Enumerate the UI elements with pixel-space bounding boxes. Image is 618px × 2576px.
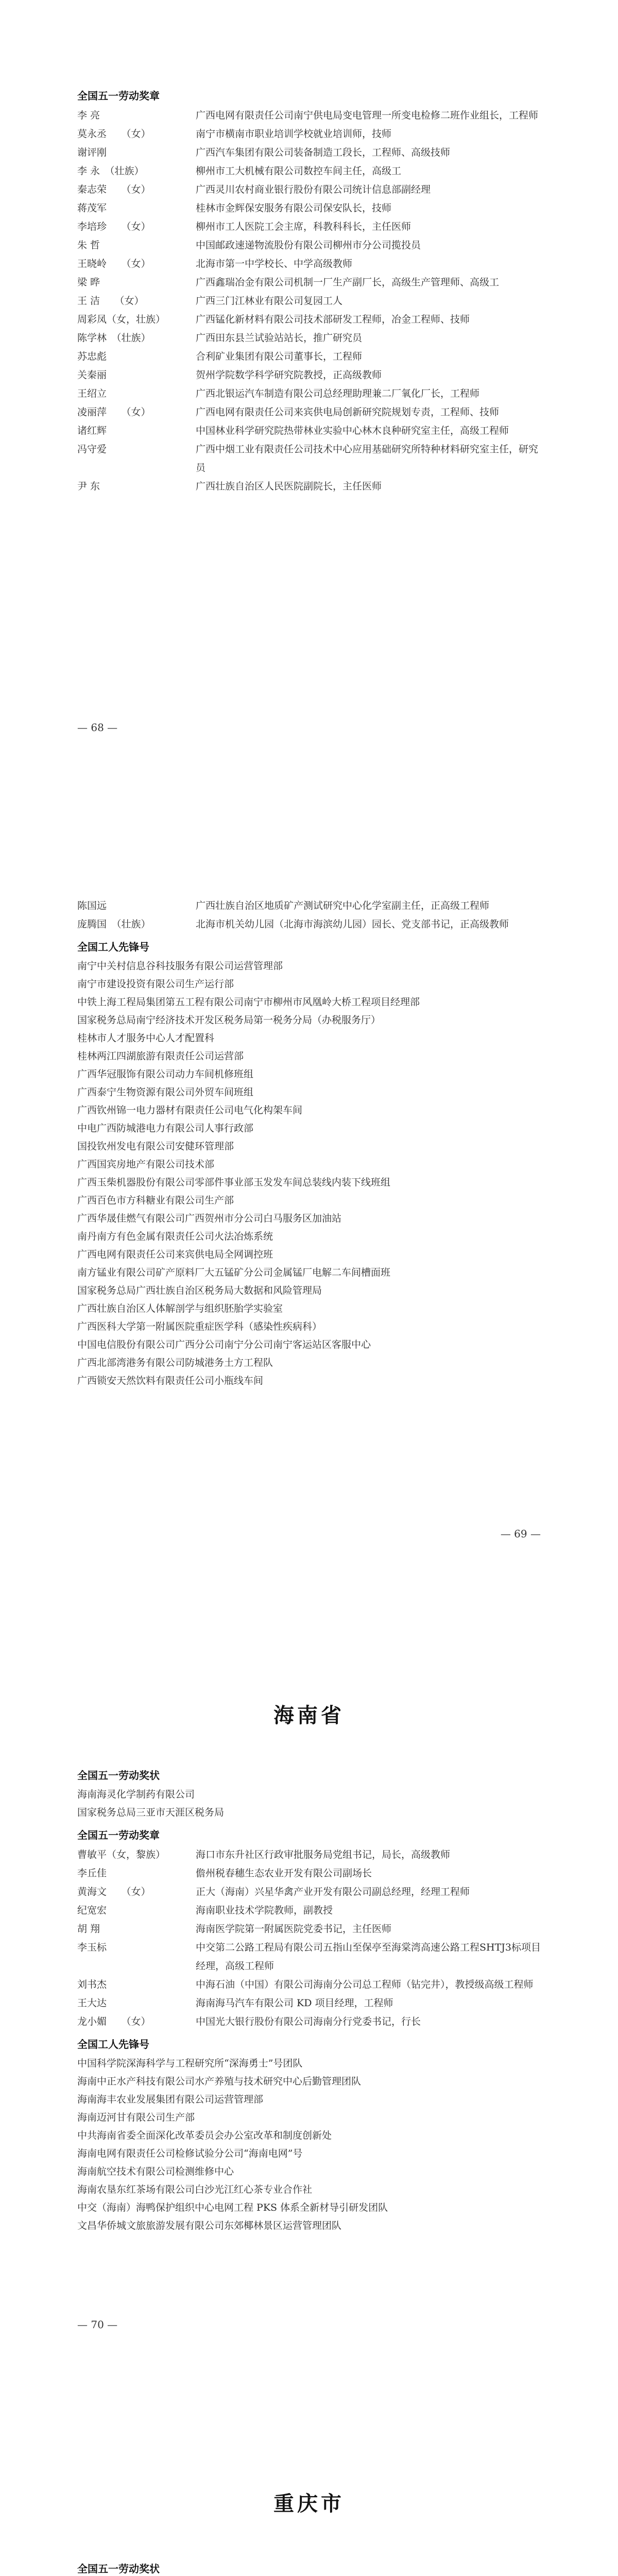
section-heading-medal: 全国五一劳动奖章 (77, 90, 160, 102)
page-68-content (77, 82, 541, 496)
person-name: 谢评刚 (77, 147, 107, 158)
page-70-content (77, 1762, 541, 2235)
person-name: 苏忠彪 (77, 351, 107, 362)
unit-item: 南方锰业有限公司矿产原料厂大五锰矿分公司金属锰厂电解二车间槽面班 (77, 1267, 391, 1278)
unit-list (77, 957, 541, 1390)
list-item (77, 329, 541, 347)
person-title: 广西三门江林业有限公司复园工人 (196, 295, 343, 307)
list-item (77, 310, 541, 329)
list-item (77, 106, 541, 125)
person-name: 纪宽宏 (77, 1905, 107, 1916)
person-name: 李 亮 (77, 110, 100, 121)
unit-item: 广西百色市方科糖业有限公司生产部 (77, 1195, 234, 1206)
person-title: 南宁市横南市职业培训学校就业培训师，技师 (196, 128, 392, 140)
unit-item: 国家税务总局广西壮族自治区税务局大数据和风险管理局 (77, 1285, 322, 1296)
person-name: 王 洁 （女） (77, 295, 144, 307)
list-item (77, 347, 541, 366)
page-number: — 70 — (77, 2318, 118, 2331)
person-name: 陈国远 (77, 900, 107, 911)
unit-item: 中国电信股份有限公司广西分公司南宁分公司南宁客运站区客服中心 (77, 1339, 371, 1350)
list-item (77, 1864, 541, 1883)
person-title: 广西中烟工业有限责任公司技术中心应用基础研究所特种材料研究室主任，研究员 (196, 444, 539, 473)
unit-item: 广西医科大学第一附属医院重症医学科（感染性疾病科） (77, 1321, 322, 1332)
person-title: 北海市机关幼儿园（北海市海滨幼儿园）园长、党支部书记，正高级教师 (196, 919, 509, 930)
unit-item: 海南海丰农业发展集团有限公司运营管理部 (77, 2094, 264, 2105)
unit-item: 中铁上海工程局集团第五工程有限公司南宁市柳州市风凰岭大桥工程项目经理部 (77, 996, 420, 1008)
person-title: 儋州税春穗生态农业开发有限公司副场长 (196, 1868, 372, 1879)
list-item (77, 1975, 541, 1994)
unit-item: 广西锁安天然饮料有限责任公司小瓶线车间 (77, 1375, 264, 1386)
unit-item: 南宁中关村信息谷科技服务有限公司运营管理部 (77, 960, 283, 972)
person-name: 王大达 (77, 1997, 107, 2009)
list-item (77, 273, 541, 292)
person-title: 广西北银运汽车制造有限公司总经理助理兼二厂氧化厂长，工程师 (196, 388, 480, 399)
person-name: 诸红辉 (77, 425, 107, 436)
person-name: 关秦丽 (77, 369, 107, 381)
person-title: 广西汽车集团有限公司装备制造工段长，工程师、高级技师 (196, 147, 451, 158)
list-item (77, 125, 541, 143)
list-item (77, 896, 541, 915)
person-name: 周彩凤（女，壮族） (77, 314, 166, 325)
unit-item: 广西华冠服饰有限公司动力车间机修班组 (77, 1069, 254, 1080)
person-title: 海口市东升社区行政审批服务局党组书记，局长，高级教师 (196, 1849, 451, 1860)
unit-item: 广西钦州锦一电力器材有限责任公司电气化构架车间 (77, 1105, 303, 1116)
unit-item: 桂林市人才服务中心人才配置科 (77, 1032, 215, 1044)
person-title: 贺州学院数学科学研究院教授，正高级教师 (196, 369, 382, 381)
unit-item: 广西玉柴机器股份有限公司零部件事业部玉发发车间总装线内装下线班组 (77, 1177, 391, 1188)
page-69 (0, 804, 618, 1607)
unit-item: 国投钦州发电有限公司安健环管理部 (77, 1141, 234, 1152)
person-name: 陈学林 （壮族） (77, 332, 151, 344)
unit-item: 海南海灵化学制药有限公司 (77, 1789, 195, 1800)
unit-item: 海南中正水产科技有限公司水产养殖与技术研究中心后勤管理团队 (77, 2076, 362, 2087)
list-item (77, 366, 541, 384)
person-title: 广西鑫瑞冶金有限公司机制一厂生产副厂长，高级生产管理师、高级工 (196, 277, 500, 288)
person-name: 王晓岭 （女） (77, 258, 151, 269)
person-title: 广西锰化新材料有限公司技术部研发工程师，冶金工程师、技师 (196, 314, 470, 325)
unit-item: 中电广西防城港电力有限公司人事行政部 (77, 1123, 254, 1134)
section-heading-award: 全国五一劳动奖状 (77, 1769, 160, 1782)
person-name: 秦志荣 （女） (77, 184, 151, 195)
person-name: 黄海文 （女） (77, 1886, 151, 1897)
person-title: 正大（海南）兴星华禽产业开发有限公司副总经理，经理工程师 (196, 1886, 470, 1897)
list-item (77, 1883, 541, 1901)
person-title: 桂林市金辉保安服务有限公司保安队长，技师 (196, 202, 392, 214)
person-title: 广西电网有限责任公司来宾供电局创新研究院规划专责，工程师、技师 (196, 406, 500, 418)
person-name: 莫永丞 （女） (77, 128, 151, 140)
list-item (77, 915, 541, 934)
unit-item: 中共海南省委全面深化改革委员会办公室改革和制度创新处 (77, 2130, 332, 2141)
person-name: 梁 晔 (77, 277, 100, 288)
list-item (77, 143, 541, 162)
list-item (77, 477, 541, 496)
person-title: 广西灵川农村商业银行股份有限公司统计信息部副经理 (196, 184, 431, 195)
unit-item: 中国科学院深海科学与工程研究所“深海勇士”号团队 (77, 2058, 303, 2069)
person-name: 刘书杰 (77, 1979, 107, 1990)
person-title: 海南职业技术学院教师，副教授 (196, 1905, 333, 1916)
list-item (77, 236, 541, 255)
list-item (77, 162, 541, 180)
person-title: 中国邮政速递物流股份有限公司柳州市分公司揽投员 (196, 240, 421, 251)
person-name: 李丘佳 (77, 1868, 107, 1879)
person-title: 中交第二公路工程局有限公司五指山至保亭至海棠湾高速公路工程SHTJ3标项目经理，高级工程师 (196, 1942, 541, 1972)
unit-item: 广西电网有限责任公司来宾供电局全网调控班 (77, 1249, 273, 1260)
list-item (77, 255, 541, 273)
unit-item: 桂林两江四湖旅游有限责任公司运营部 (77, 1050, 244, 1062)
unit-item: 南丹南方有色金属有限责任公司火法冶炼系统 (77, 1231, 273, 1242)
page-70 (0, 1607, 618, 2411)
person-name: 王绍立 (77, 388, 107, 399)
person-title: 北海市第一中学校长、中学高级教师 (196, 258, 353, 269)
section-heading-vanguard: 全国工人先锋号 (77, 2038, 149, 2050)
person-title: 合利矿业集团有限公司董事长，工程师 (196, 351, 363, 362)
unit-list (77, 2055, 541, 2235)
unit-item: 海南迈河甘有限公司生产部 (77, 2112, 195, 2123)
person-title: 柳州市工大机械有限公司数控车间主任，高级工 (196, 165, 402, 177)
unit-item: 海南电网有限责任公司检修试验分公司“海南电网”号 (77, 2148, 303, 2159)
province-title: 海南省 (273, 1704, 345, 1727)
list-item (77, 199, 541, 217)
page-71-content (77, 2555, 541, 2576)
list-item (77, 421, 541, 440)
page-number: — 69 — (500, 1528, 541, 1540)
person-title: 广西壮族自治区地质矿产测试研究中心化学室副主任，正高级工程师 (196, 900, 490, 911)
page-68 (0, 0, 618, 804)
unit-item: 广西泰宁生物资源有限公司外贸车间班组 (77, 1087, 254, 1098)
list-item (77, 1938, 541, 1975)
person-title: 柳州市工人医院工会主席，科教科科长，主任医师 (196, 221, 411, 232)
entry-list (77, 106, 541, 496)
person-name: 李培珍 （女） (77, 221, 151, 232)
section-heading-award: 全国五一劳动奖状 (77, 2563, 160, 2575)
section-heading-medal: 全国五一劳动奖章 (77, 1829, 160, 1841)
person-title: 中海石油（中国）有限公司海南分公司总工程师（钻完井），教授级高级工程师 (196, 1979, 534, 1990)
list-item (77, 217, 541, 236)
list-item (77, 1901, 541, 1920)
unit-item: 海南航空技术有限公司检测维修中心 (77, 2166, 234, 2177)
list-item (77, 1994, 541, 2012)
person-title: 中国林业科学研究院热带林业实验中心林木良种研究室主任，高级工程师 (196, 425, 509, 436)
person-name: 李 永 （壮族） (77, 165, 144, 177)
person-title: 广西电网有限责任公司南宁供电局变电管理一所变电检修二班作业组长，工程师 (196, 110, 539, 121)
list-item (77, 292, 541, 310)
person-title: 海南医学院第一附属医院党委书记，主任医师 (196, 1923, 392, 1935)
page-69-content (77, 896, 541, 1390)
entry-list (77, 896, 541, 934)
page-71 (0, 2411, 618, 2576)
unit-item: 国家税务总局南宁经济技术开发区税务局第一税务分局（办税服务厅） (77, 1014, 381, 1026)
list-item (77, 384, 541, 403)
unit-item: 广西国宾房地产有限公司技术部 (77, 1159, 215, 1170)
person-name: 胡 翔 (77, 1923, 100, 1935)
award-unit-list (77, 1786, 541, 1822)
province-title: 重庆市 (273, 2492, 345, 2516)
person-name: 曹敏平（女，黎族） (77, 1849, 166, 1860)
list-item (77, 1845, 541, 1864)
unit-item: 文昌华侨城文旅旅游发展有限公司东郊椰林景区运营管理团队 (77, 2220, 342, 2231)
unit-item: 中交（海南）海鸭保护组织中心电网工程 PKS 体系全新材导引研发团队 (77, 2202, 388, 2213)
person-title: 广西田东县兰试验站站长，推广研究员 (196, 332, 363, 344)
person-name: 庞腾国 （壮族） (77, 919, 151, 930)
list-item (77, 440, 541, 477)
person-title: 广西壮族自治区人民医院副院长，主任医师 (196, 481, 382, 492)
unit-item: 南宁市建设投资有限公司生产运行部 (77, 978, 234, 990)
person-title: 海南海马汽车有限公司 KD 项目经理，工程师 (196, 1997, 393, 2009)
unit-item: 国家税务总局三亚市天涯区税务局 (77, 1807, 225, 1818)
list-item (77, 403, 541, 421)
section-heading-vanguard: 全国工人先锋号 (77, 941, 149, 953)
person-name: 朱 哲 (77, 240, 100, 251)
list-item (77, 180, 541, 199)
person-name: 龙小媚 （女） (77, 2016, 151, 2027)
person-title: 中国光大银行股份有限公司海南分行党委书记，行长 (196, 2016, 421, 2027)
person-name: 蒋茂军 (77, 202, 107, 214)
person-name: 李玉标 (77, 1942, 107, 1953)
unit-item: 海南农垦东红茶场有限公司白沙光江红心茶专业合作社 (77, 2184, 313, 2195)
unit-item: 广西北部湾港务有限公司防城港务土方工程队 (77, 1357, 273, 1368)
person-name: 尹 东 (77, 481, 100, 492)
unit-item: 广西壮族自治区人体解剖学与组织胚胎学实验室 (77, 1303, 283, 1314)
entry-list (77, 1845, 541, 2031)
unit-item: 广西华晟佳燃气有限公司广西贺州市分公司白马服务区加油站 (77, 1213, 342, 1224)
person-name: 凌丽萍 （女） (77, 406, 151, 418)
person-name: 冯守爱 (77, 444, 107, 455)
list-item (77, 1920, 541, 1938)
list-item (77, 2012, 541, 2031)
page-number: — 68 — (77, 721, 118, 734)
